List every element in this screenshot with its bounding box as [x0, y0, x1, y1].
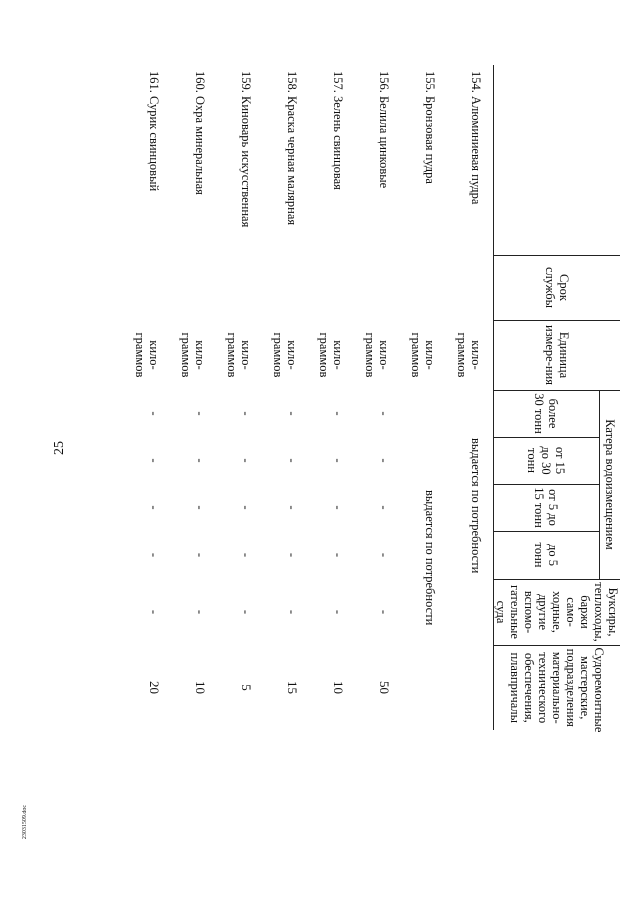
- dash-cell: -: [193, 411, 207, 416]
- row-value: 5: [239, 684, 254, 691]
- dash-cell: -: [331, 458, 345, 463]
- rotated-table-container: [65, 65, 620, 825]
- dash-cell: -: [377, 609, 391, 615]
- dash-cell: -: [331, 552, 345, 558]
- header-unit: Единица измере-ния: [494, 320, 621, 390]
- row-unit: кило-граммов: [455, 332, 483, 378]
- header-srok: Срок службы: [494, 255, 621, 320]
- table-row: [351, 65, 397, 825]
- header-katera-col: от 15 до 30 тонн: [494, 437, 600, 484]
- table-row: [213, 65, 259, 825]
- dash-cell: -: [147, 609, 161, 615]
- table-row: [121, 65, 167, 825]
- row-value: 10: [331, 681, 346, 695]
- row-unit: кило-граммов: [317, 332, 345, 378]
- row-name: 157. Зелень свинцовая: [331, 71, 345, 190]
- page-number: 25: [52, 441, 67, 455]
- table-row: [443, 65, 494, 825]
- header-buksiry: Буксиры, теплоходы, баржи само-ходные, другие вспомо-гательные суда: [494, 579, 621, 645]
- row-note: выдается по потребности: [469, 438, 483, 574]
- row-unit: кило-граммов: [225, 332, 253, 378]
- dash-cell: -: [239, 552, 253, 558]
- row-unit: кило-граммов: [133, 332, 161, 378]
- dash-cell: -: [193, 505, 207, 510]
- dash-cell: -: [377, 505, 391, 510]
- dash-cell: -: [147, 552, 161, 558]
- header-katera-col: до 5 тонн: [494, 531, 600, 579]
- dash-cell: -: [285, 505, 299, 510]
- row-value: 15: [285, 681, 300, 695]
- row-unit: кило-граммов: [363, 332, 391, 378]
- header-katera-col: более 30 тонн: [494, 390, 600, 437]
- dash-cell: -: [377, 411, 391, 416]
- table-row: [167, 65, 213, 825]
- dash-cell: -: [285, 411, 299, 416]
- header-blank: [494, 65, 621, 255]
- row-value: 10: [193, 681, 208, 695]
- dash-cell: -: [331, 505, 345, 510]
- row-name: 160. Охра минеральная: [193, 71, 207, 195]
- row-unit: кило-граммов: [409, 332, 437, 378]
- document-id: 23031509.doc: [22, 805, 28, 840]
- row-note: выдается по потребности: [423, 490, 437, 626]
- dash-cell: -: [239, 505, 253, 510]
- dash-cell: -: [377, 458, 391, 463]
- table-row: [397, 65, 443, 825]
- table-body: [121, 65, 494, 825]
- dash-cell: -: [285, 458, 299, 463]
- row-name: 158. Краска черная малярная: [285, 71, 299, 226]
- dash-cell: -: [193, 609, 207, 615]
- dash-cell: -: [147, 458, 161, 463]
- dash-cell: -: [331, 411, 345, 416]
- table-header: [494, 65, 621, 825]
- dash-cell: -: [285, 552, 299, 558]
- row-name: 159. Киноварь искусственная: [239, 71, 253, 228]
- row-name: 156. Белила цинковые: [377, 71, 391, 189]
- row-unit: кило-граммов: [271, 332, 299, 378]
- dash-cell: -: [193, 552, 207, 558]
- row-name: 161. Сурик свинцовый: [147, 71, 161, 192]
- dash-cell: -: [377, 552, 391, 558]
- row-name: 154. Алюминиевая пудра: [469, 71, 483, 205]
- dash-cell: -: [239, 609, 253, 615]
- header-katera-group: Катера водоизмещением: [600, 390, 621, 579]
- supplies-table: [121, 65, 620, 825]
- row-name: 155. Бронзовая пудра: [423, 71, 437, 184]
- table-row: [259, 65, 305, 825]
- row-unit: кило-граммов: [179, 332, 207, 378]
- row-value: 50: [377, 681, 392, 695]
- dash-cell: -: [193, 458, 207, 463]
- header-sudoremont: Судоремонтные мастерские, подразделения материально-технического обеспечения, плавпричалы: [494, 645, 621, 730]
- dash-cell: -: [239, 458, 253, 463]
- table-row: [305, 65, 351, 825]
- dash-cell: -: [147, 411, 161, 416]
- dash-cell: -: [331, 609, 345, 615]
- row-value: 20: [147, 681, 162, 695]
- header-katera-col: от 5 до 15 тонн: [494, 484, 600, 531]
- dash-cell: -: [239, 411, 253, 416]
- dash-cell: -: [147, 505, 161, 510]
- dash-cell: -: [285, 609, 299, 615]
